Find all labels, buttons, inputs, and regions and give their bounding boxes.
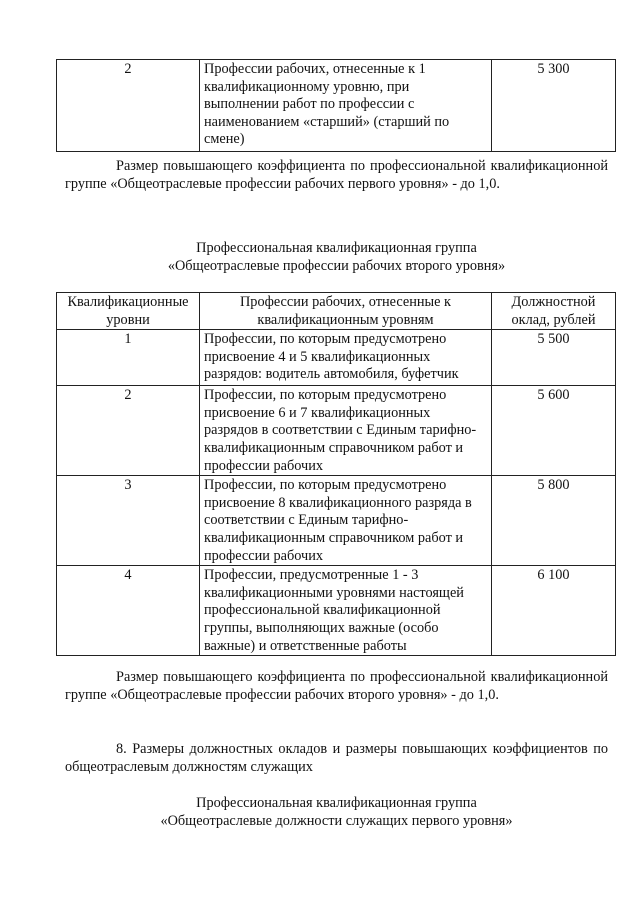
coefficient-text-1: Размер повышающего коэффициента по профессиональной квалификационной группе «Общеотраслевые профессии рабочих первого уровня» - до 1,0. xyxy=(65,158,608,192)
header-level: Квалификационные уровни xyxy=(57,293,200,330)
coefficient-paragraph-1 xyxy=(65,158,608,193)
group-title-workers-level-2 xyxy=(65,240,608,275)
level-cell: 2 xyxy=(57,60,200,152)
table-row xyxy=(57,566,616,656)
coefficient-text-2: Размер повышающего коэффициента по профессиональной квалификационной группе «Общеотраслевые профессии рабочих второго уровня» - до 1,0. xyxy=(65,669,608,703)
table-row xyxy=(57,476,616,566)
table-row xyxy=(57,60,616,152)
salary-cell: 5 800 xyxy=(492,476,616,566)
group-title-line-2: «Общеотраслевые должности служащих первого уровня» xyxy=(160,812,513,829)
level-cell: 3 xyxy=(57,476,200,566)
level-cell: 2 xyxy=(57,386,200,476)
level-cell: 4 xyxy=(57,566,200,656)
section-8-text: 8. Размеры должностных окладов и размеры повышающих коэффициентов по общеотраслевым должностям служащих xyxy=(65,741,608,775)
header-professions: Профессии рабочих, отнесенные к квалификационным уровням xyxy=(200,293,492,330)
header-salary: Должностной оклад, рублей xyxy=(492,293,616,330)
level-cell: 1 xyxy=(57,330,200,386)
professions-cell: Профессии, по которым предусмотрено присвоение 6 и 7 квалификационных разрядов в соответствии с Единым тарифно-квалификационным справочником работ и профессии рабочих xyxy=(200,386,492,476)
group-title-line-2: «Общеотраслевые профессии рабочих второго уровня» xyxy=(167,257,506,274)
professions-cell: Профессии, предусмотренные 1 - 3 квалификационными уровнями настоящей профессиональной квалификационной группы, выполняющих важные (особо важные) и ответственные работы xyxy=(200,566,492,656)
qualification-table-1 xyxy=(56,59,616,152)
salary-cell: 5 300 xyxy=(492,60,616,152)
section-8-paragraph xyxy=(65,741,608,776)
coefficient-paragraph-2 xyxy=(65,669,608,704)
professions-cell: Профессии, по которым предусмотрено присвоение 4 и 5 квалификационных разрядов: водитель автомобиля, буфетчик xyxy=(200,330,492,386)
professions-cell: Профессии, по которым предусмотрено присвоение 8 квалификационного разряда в соответствии с Единым тарифно-квалификационным справочником работ и профессии рабочих xyxy=(200,476,492,566)
salary-cell: 6 100 xyxy=(492,566,616,656)
table-header-row xyxy=(57,293,616,330)
salary-cell: 5 500 xyxy=(492,330,616,386)
professions-cell: Профессии рабочих, отнесенные к 1 квалификационному уровню, при выполнении работ по профессии с наименованием «старший» (старший по смене) xyxy=(200,60,492,152)
table-row xyxy=(57,386,616,476)
group-title-line-1: Профессиональная квалификационная группа xyxy=(196,795,477,811)
qualification-table-2 xyxy=(56,292,616,656)
group-title-employees-level-1 xyxy=(65,795,608,830)
salary-cell: 5 600 xyxy=(492,386,616,476)
table-row xyxy=(57,330,616,386)
group-title-line-1: Профессиональная квалификационная группа xyxy=(196,240,477,256)
